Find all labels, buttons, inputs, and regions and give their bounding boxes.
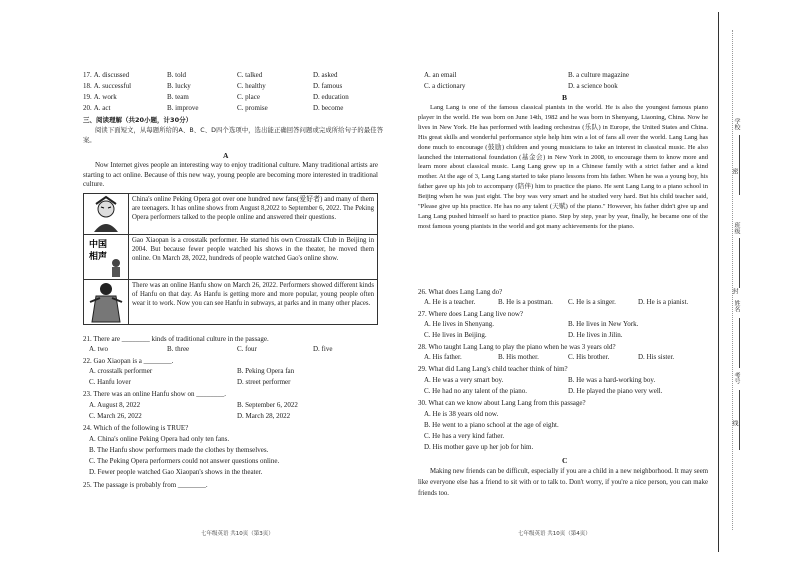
- option-a[interactable]: A. August 8, 2022: [89, 401, 141, 409]
- option-b[interactable]: B. His mother.: [498, 353, 539, 361]
- option-c[interactable]: C. His brother.: [568, 353, 610, 361]
- name-label: 姓名: [733, 300, 740, 312]
- option-c[interactable]: C. He is a singer.: [568, 298, 616, 306]
- option-d[interactable]: D. become: [313, 104, 344, 112]
- svg-text:相声: 相声: [89, 252, 108, 262]
- question-22-options-ab: [83, 367, 383, 377]
- table-row-text: Gao Xiaopan is a crosstalk performer. He started his own Crosstalk Club in Beijing in 2004. But because fewer people watched his shows in the theater, he moved them online. On March 28, 2022, hundreds of people watched Gao's online show.: [132, 237, 374, 263]
- option-a[interactable]: A. discussed: [93, 71, 130, 79]
- passage-c-text: Making new friends can be difficult, especially if you are a child in a new neighborhood. It may seem like everyone else has a friend to sit with or to talk to. Don't worry, if you're a nice person, you can make friends too.: [418, 468, 708, 497]
- option-c[interactable]: C. talked: [237, 71, 263, 79]
- crosstalk-picture: [84, 235, 129, 279]
- option-d[interactable]: D. education: [313, 93, 349, 101]
- option-b[interactable]: B. He went to a piano school at the age of eight.: [424, 421, 559, 429]
- option-d[interactable]: D. famous: [313, 82, 343, 90]
- class-field[interactable]: [739, 238, 740, 288]
- svg-text:中国: 中国: [89, 240, 108, 250]
- option-b[interactable]: B. He is a postman.: [498, 298, 553, 306]
- peking-opera-picture: [84, 194, 129, 234]
- class-label: 班级: [733, 222, 740, 234]
- option-b[interactable]: B. improve: [167, 104, 199, 112]
- seal-char-mi: 密: [731, 168, 738, 174]
- option-a[interactable]: A. successful: [93, 82, 132, 90]
- option-a[interactable]: A. act: [93, 104, 111, 112]
- question-25-stem: 25. The passage is probably from ________.: [83, 481, 208, 489]
- table-row: [84, 194, 377, 235]
- option-b[interactable]: B. three: [167, 345, 190, 353]
- question-number: 20.: [83, 104, 92, 112]
- option-b[interactable]: B. a culture magazine: [568, 71, 630, 79]
- option-a[interactable]: A. He is a teacher.: [424, 298, 476, 306]
- question-label: [83, 82, 131, 91]
- option-b[interactable]: B. He lives in New York.: [568, 320, 639, 328]
- option-c[interactable]: C. The Peking Opera performers could not answer questions online.: [89, 457, 280, 465]
- seal-char-feng: 封: [731, 288, 738, 294]
- question-25-options-cd: [418, 82, 708, 92]
- option-d[interactable]: D. five: [313, 345, 333, 353]
- option-a[interactable]: A. two: [89, 345, 109, 353]
- table-row-text: There was an online Hanfu show on March 26, 2022. Performers showed different kinds of Hanfu on that day. As Hanfu is getting more and more popular, young people often wear it to work. Now you can see Hanfu in subways, at parks and in many other places.: [132, 282, 374, 308]
- passage-b-heading: B: [562, 93, 568, 102]
- seal-dotted-line: [732, 30, 733, 530]
- seal-char-xian: 线: [731, 420, 738, 426]
- option-c[interactable]: C. He has a very kind father.: [424, 432, 505, 440]
- question-21-options: [83, 345, 383, 355]
- question-label: [83, 104, 110, 113]
- question-26-stem: 26. What does Lang Lang do?: [418, 288, 503, 296]
- option-a[interactable]: A. crosstalk performer: [89, 367, 153, 375]
- question-23-stem: 23. There was an online Hanfu show on ________.: [83, 390, 226, 398]
- option-b[interactable]: B. He was a hard-working boy.: [568, 376, 656, 384]
- school-field[interactable]: [739, 135, 740, 195]
- question-label: [83, 93, 117, 102]
- exam-number-label: 考号: [733, 372, 740, 384]
- option-a[interactable]: A. He lives in Shenyang.: [424, 320, 494, 328]
- exam-number-field[interactable]: [739, 390, 740, 450]
- question-30-stem: 30. What can we know about Lang Lang from this passage?: [418, 399, 586, 407]
- school-label: 学校: [733, 118, 740, 130]
- option-a[interactable]: A. work: [93, 93, 117, 101]
- passage-c-heading: C: [562, 456, 568, 465]
- option-d[interactable]: D. He lives in Jilin.: [568, 331, 623, 339]
- option-b[interactable]: B. told: [167, 71, 187, 79]
- table-row: [84, 235, 377, 280]
- question-options-row: [83, 71, 383, 81]
- option-c[interactable]: C. Hanfu lover: [89, 378, 131, 386]
- binding-line: [718, 12, 719, 552]
- left-page: [83, 0, 383, 561]
- option-d[interactable]: D. His sister.: [638, 353, 675, 361]
- question-27-options-ab: [418, 320, 708, 330]
- option-c[interactable]: C. place: [237, 93, 260, 101]
- option-d[interactable]: D. March 28, 2022: [237, 412, 291, 420]
- page-footer: 七年级英语 共10页（第3页）: [201, 531, 274, 537]
- question-options-row: [83, 82, 383, 92]
- question-29-stem: 29. What did Lang Lang's child teacher think of him?: [418, 365, 568, 373]
- table-row-text: China's online Peking Opera got over one hundred new fans(爱好者) and many of them are teenagers. It has online shows from August 8,2022 to September 6, 2022. The Peking Opera performers talked to the people online and answered their questions.: [132, 196, 374, 222]
- question-24-stem: 24. Which of the following is TRUE?: [83, 424, 189, 432]
- option-a[interactable]: A. He is 38 years old now.: [424, 410, 499, 418]
- question-number: 19.: [83, 93, 92, 101]
- passage-b-text: Lang Lang is one of the famous classical pianists in the world. He is also the youngest famous piano player in the world. He was born on June 14th, 1982 and he was born in Shenyang, Liaoning, China. Now he lives in New York. He has performed with leading orchestras (乐队) in Europe, the United States and China. His great skills and wonderful performance style help him win a lot of fans all over the world. Lang Lang has done much to encourage (鼓励) children and young musicians to take an interest in classical music. He also launched the international foundation (基金会) in New York in 2008, to encourage them to know more and learn more about classical music. Lang Lang grew up in a Chinese family with a strict father and a kind mother. At the age of 3, Lang Lang started to take piano lessons from his father. When he was a young boy, his father gave up his job to accompany (陪伴) him to practice the piano. He sent Lang Lang to a piano school in Beijing when he was just eight. The boy was very smart and he studied very hard. But his child teacher said, "Please give up his practice. He has no any talent (天赋) of the piano." However, his father didn't give up and Lang Lang pushed himself so hard to practice piano. Step by step, year by year, finally, he became one of the most famous young pianists in the world and got many achievements for the piano.: [418, 104, 708, 230]
- question-28-stem: 28. Who taught Lang Lang to play the piano when he was 3 years old?: [418, 343, 616, 351]
- question-options-row: [83, 104, 383, 114]
- table-row: [84, 280, 377, 324]
- question-number: 17.: [83, 71, 92, 79]
- option-b[interactable]: B. Peking Opera fan: [237, 367, 295, 375]
- option-d[interactable]: D. He is a pianist.: [638, 298, 689, 306]
- option-d[interactable]: D. asked: [313, 71, 338, 79]
- binding-strip: [718, 0, 794, 561]
- question-21-stem: 21. There are ________ kinds of traditional culture in the passage.: [83, 335, 269, 343]
- option-b[interactable]: B. team: [167, 93, 189, 101]
- question-options-row: [83, 93, 383, 103]
- option-a[interactable]: A. His father.: [424, 353, 462, 361]
- passage-a-intro: Now Internet gives people an interesting way to enjoy traditional culture. Many traditional artists are starting to act online. Because of this new way, young people are becoming more interested in traditional culture.: [83, 161, 378, 189]
- option-d[interactable]: D. a science book: [568, 82, 618, 90]
- option-c[interactable]: C. a dictionary: [424, 82, 466, 90]
- question-23-options-ab: [83, 401, 383, 411]
- page-footer: 七年级英语 共10页（第4页）: [518, 531, 591, 537]
- name-field[interactable]: [739, 318, 740, 368]
- option-d[interactable]: D. He played the piano very well.: [568, 387, 663, 395]
- question-29-options-cd: [418, 387, 708, 397]
- option-c[interactable]: C. He had no any talent of the piano.: [424, 387, 528, 395]
- option-a[interactable]: A. an email: [424, 71, 457, 79]
- question-22-options-cd: [83, 378, 383, 388]
- option-c[interactable]: C. healthy: [237, 82, 266, 90]
- question-23-options-cd: [83, 412, 383, 422]
- section3-instructions: 阅读下面短文，从每题所给的A、B、C、D四个选项中，选出能正确回答问题或完成所给句子的最佳答案。: [83, 127, 383, 144]
- passage-a-table: [83, 193, 378, 325]
- question-27-options-cd: [418, 331, 708, 341]
- option-a[interactable]: A. China's online Peking Opera had only ten fans.: [89, 435, 230, 443]
- option-c[interactable]: C. March 26, 2022: [89, 412, 142, 420]
- question-28-options: [418, 353, 708, 363]
- passage-a-heading: A: [223, 151, 229, 160]
- option-d[interactable]: D. His mother gave up her job for him.: [424, 443, 534, 451]
- option-b[interactable]: B. The Hanfu show performers made the clothes by themselves.: [89, 446, 269, 454]
- question-26-options: [418, 298, 708, 308]
- question-29-options-ab: [418, 376, 708, 386]
- right-page: [418, 0, 708, 561]
- option-a[interactable]: A. He was a very smart boy.: [424, 376, 504, 384]
- option-b[interactable]: B. lucky: [167, 82, 191, 90]
- question-number: 18.: [83, 82, 92, 90]
- question-25-options-ab: [418, 71, 708, 81]
- question-22-stem: 22. Gao Xiaopan is a ________.: [83, 357, 174, 365]
- option-b[interactable]: B. September 6, 2022: [237, 401, 298, 409]
- option-d[interactable]: D. street performer: [237, 378, 291, 386]
- option-c[interactable]: C. four: [237, 345, 257, 353]
- option-d[interactable]: D. Fewer people watched Gao Xiaopan's shows in the theater.: [89, 468, 263, 476]
- section3-title: 三、阅读理解（共20小题，计30分）: [83, 116, 193, 124]
- question-label: [83, 71, 129, 80]
- hanfu-picture: [84, 280, 129, 324]
- option-c[interactable]: C. promise: [237, 104, 268, 112]
- option-c[interactable]: C. He lives in Beijing.: [424, 331, 487, 339]
- question-27-stem: 27. Where does Lang Lang live now?: [418, 310, 524, 318]
